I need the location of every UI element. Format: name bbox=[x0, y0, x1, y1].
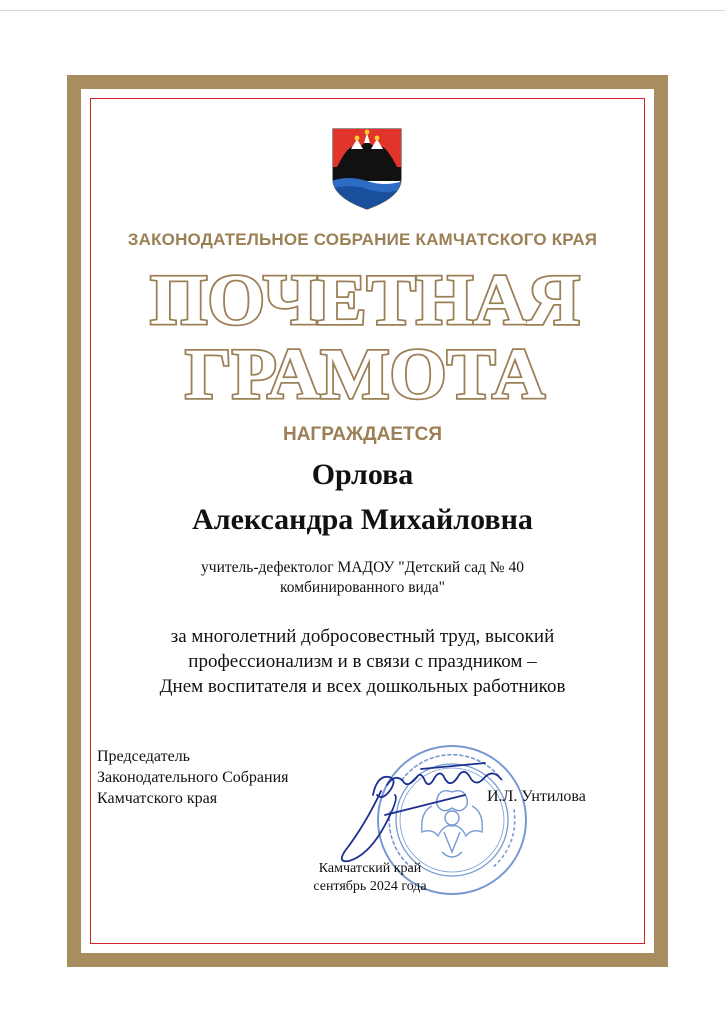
place: Камчатский край bbox=[318, 861, 422, 876]
recipient-position bbox=[0, 558, 725, 598]
position-line-2: комбинированного вида" bbox=[280, 579, 445, 596]
signer-name: И.Л. Унтилова bbox=[487, 788, 586, 805]
award-reason bbox=[0, 624, 725, 699]
scan-edge-line bbox=[0, 10, 725, 11]
signer-title-line-3: Камчатского края bbox=[97, 790, 218, 807]
reason-line-1: за многолетний добросовестный труд, высокий bbox=[170, 626, 555, 647]
signer-title-line-2: Законодательного Собрания bbox=[97, 769, 289, 786]
signer-title bbox=[97, 746, 289, 809]
certificate-title bbox=[140, 262, 590, 412]
issuer-heading: ЗАКОНОДАТЕЛЬНОЕ СОБРАНИЕ КАМЧАТСКОГО КРАЯ bbox=[127, 230, 598, 249]
recipient-given-names: Александра Михайловна bbox=[192, 503, 533, 536]
awarded-label: НАГРАЖДАЕТСЯ bbox=[282, 424, 443, 445]
signer-title-line-1: Председатель bbox=[97, 748, 190, 765]
kamchatka-coat-of-arms-icon bbox=[331, 127, 403, 211]
title-line-1: ПОЧЕТНАЯ bbox=[150, 262, 580, 340]
recipient-surname: Орлова bbox=[311, 458, 414, 491]
date: сентябрь 2024 года bbox=[313, 879, 427, 894]
reason-line-3: Днем воспитателя и всех дошкольных работников bbox=[159, 676, 566, 697]
title-line-2: ГРАМОТА bbox=[185, 334, 546, 412]
place-and-date bbox=[275, 860, 465, 896]
reason-line-2: профессионализм и в связи с праздником – bbox=[188, 651, 537, 672]
position-line-1: учитель-дефектолог МАДОУ "Детский сад № 40 bbox=[201, 559, 524, 576]
signature-icon bbox=[325, 755, 515, 875]
